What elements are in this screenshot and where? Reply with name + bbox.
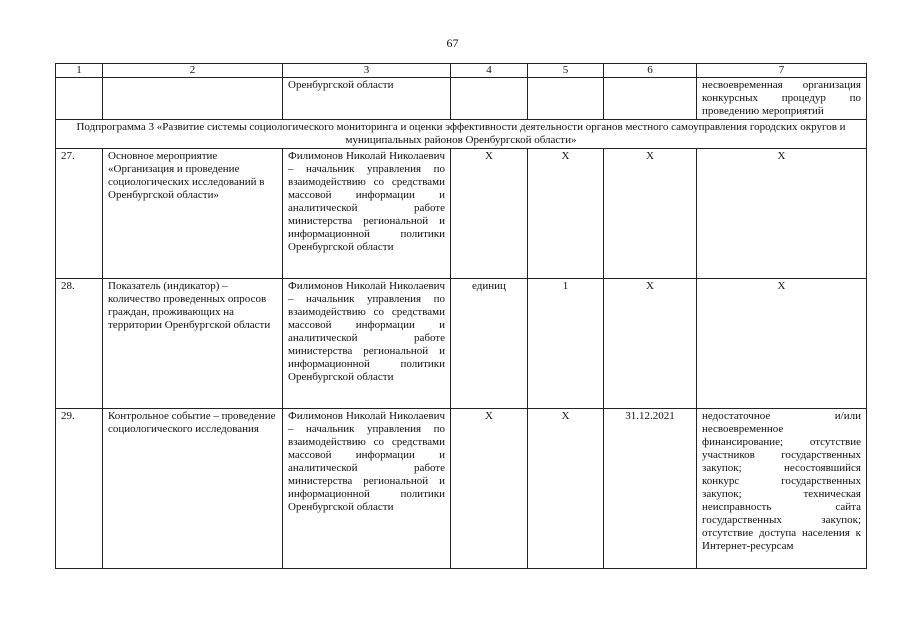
subprogram-title: Подпрограмма 3 «Развитие системы социологического мониторинга и оценки эффективности деятельности органов местного самоуправления городских округов и муниципальных районов Оренбургской области» [56,120,867,149]
activity-name: Основное мероприятие «Организация и проведение социологических исследований в Оренбургской области» [103,149,283,279]
table-cell [56,78,103,120]
date-cell: X [604,149,697,279]
table-cell [604,78,697,120]
table-cell: Оренбургской области [283,78,451,120]
responsible-person: Филимонов Николай Николаевич – начальник управления по взаимодействию со средствами массовой информации и аналитической работе министерства региональной и информационной политики Оренбургской области [283,149,451,279]
header-cell: 4 [451,64,528,78]
unit-cell: X [451,149,528,279]
value-cell: X [528,149,604,279]
date-cell: 31.12.2021 [604,409,697,569]
continuation-row [56,78,867,120]
activity-name: Контрольное событие – проведение социологического исследования [103,409,283,569]
table-cell [528,78,604,120]
risk-cell: X [697,149,867,279]
table-row [56,279,867,409]
header-cell: 6 [604,64,697,78]
unit-cell: X [451,409,528,569]
activities-table [55,63,867,569]
header-cell: 2 [103,64,283,78]
activity-name: Показатель (индикатор) – количество проведенных опросов граждан, проживающих на территории Оренбургской области [103,279,283,409]
row-number: 29. [56,409,103,569]
subprogram-row [56,120,867,149]
risk-cell: X [697,279,867,409]
row-number: 27. [56,149,103,279]
responsible-person: Филимонов Николай Николаевич – начальник управления по взаимодействию со средствами массовой информации и аналитической работе министерства региональной и информационной политики Оренбургской области [283,409,451,569]
unit-cell: единиц [451,279,528,409]
table-row [56,149,867,279]
risk-cell: недостаточное и/или несвоевременное финансирование; отсутствие участников государственных закупок; несостоявшийся конкурс государственных закупок; техническая неисправность сайта государственных закупок; отсутствие доступа населения к Интернет-ресурсам [697,409,867,569]
header-cell: 3 [283,64,451,78]
page-number: 67 [446,36,459,50]
value-cell: X [528,409,604,569]
value-cell: 1 [528,279,604,409]
table-cell [451,78,528,120]
risk-cell: несвоевременная организация конкурсных процедур по проведению мероприятий [697,78,867,120]
responsible-person: Филимонов Николай Николаевич – начальник управления по взаимодействию со средствами массовой информации и аналитической работе министерства региональной и информационной политики Оренбургской области [283,279,451,409]
header-cell: 7 [697,64,867,78]
row-number: 28. [56,279,103,409]
table-row [56,409,867,569]
header-cell: 1 [56,64,103,78]
table-cell [103,78,283,120]
header-row [56,64,867,78]
header-cell: 5 [528,64,604,78]
date-cell: X [604,279,697,409]
